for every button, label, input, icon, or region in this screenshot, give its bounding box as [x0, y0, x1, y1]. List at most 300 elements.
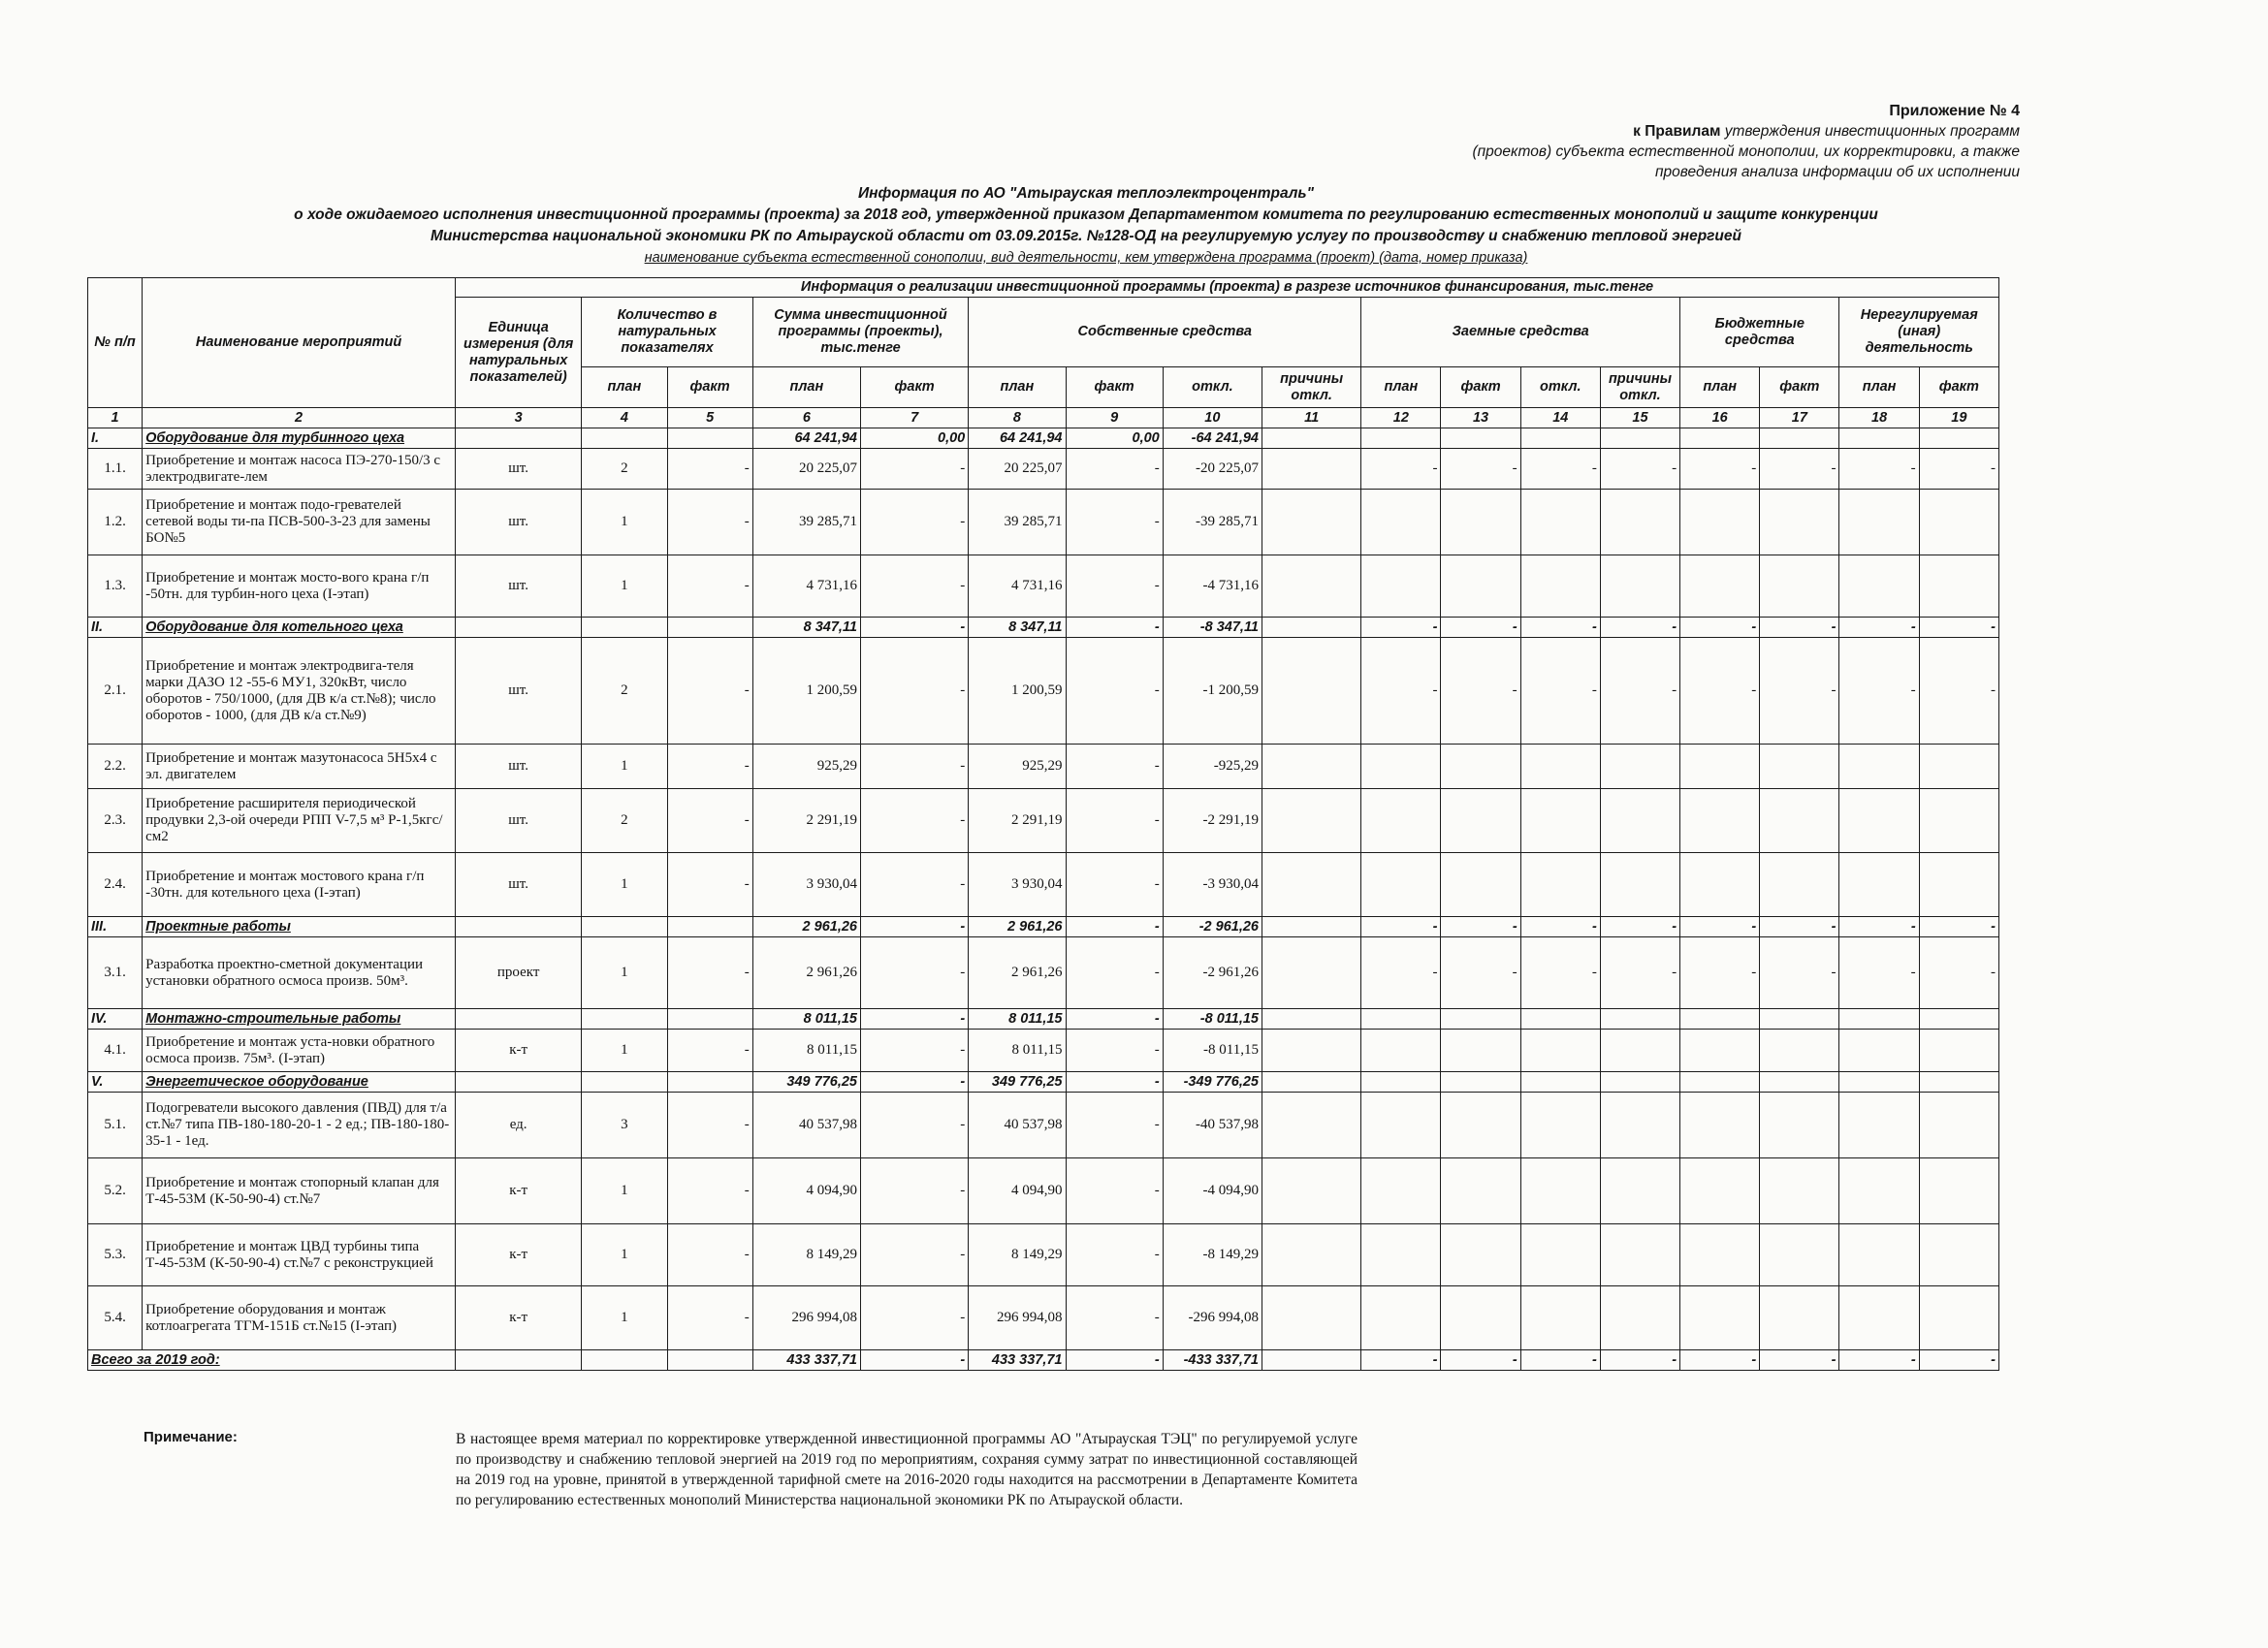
row-empty-cell	[1680, 1030, 1760, 1072]
row-empty-cell: -	[1919, 917, 1998, 937]
qty-plan-header: план	[582, 367, 667, 408]
row-sum-plan: 64 241,94	[752, 428, 860, 449]
row-unit: шт.	[455, 853, 581, 917]
row-empty-cell	[1680, 1158, 1760, 1224]
row-number: 1.1.	[88, 449, 143, 490]
row-qty-fact: -	[667, 1158, 752, 1224]
row-qty-plan: 1	[582, 1030, 667, 1072]
row-empty-cell	[1680, 853, 1760, 917]
top-caption: Информация о реализации инвестиционной программы (проекта) в разрезе источников финансирования, тыс.тенге	[455, 278, 1998, 298]
table-row	[88, 745, 1999, 789]
row-sum-plan: 1 200,59	[752, 638, 860, 745]
row-empty-cell: -	[1520, 917, 1600, 937]
row-empty-cell	[1760, 555, 1839, 618]
row-name: Приобретение оборудования и монтаж котлоагрегата ТГМ-151Б ст.№15 (I-этап)	[143, 1286, 456, 1350]
row-sum-plan: 8 011,15	[752, 1009, 860, 1030]
row-empty-cell	[1600, 428, 1679, 449]
row-empty-cell	[1361, 1093, 1441, 1158]
total-empty-cell	[582, 1350, 667, 1371]
row-qty-plan: 1	[582, 555, 667, 618]
row-own-plan: 2 961,26	[969, 937, 1066, 1009]
row-own-fact: -	[1066, 1093, 1163, 1158]
row-own-reason	[1262, 745, 1361, 789]
total-sum-plan: 433 337,71	[752, 1350, 860, 1371]
row-empty-cell	[1520, 1030, 1600, 1072]
row-empty-cell	[1680, 789, 1760, 853]
row-sum-fact: -	[860, 745, 968, 789]
row-sum-fact: -	[860, 449, 968, 490]
row-empty-cell	[1520, 490, 1600, 555]
row-empty-cell	[1839, 1224, 1919, 1286]
row-empty-cell: -	[1760, 618, 1839, 638]
row-own-dev: -4 731,16	[1163, 555, 1262, 618]
row-own-dev: -925,29	[1163, 745, 1262, 789]
row-own-fact: -	[1066, 853, 1163, 917]
row-own-plan: 925,29	[969, 745, 1066, 789]
note-label: Примечание:	[144, 1429, 238, 1445]
row-empty-cell	[1441, 1158, 1520, 1224]
row-empty-cell	[1361, 1072, 1441, 1093]
row-empty-cell	[1760, 1224, 1839, 1286]
row-empty-cell	[1839, 745, 1919, 789]
row-own-plan: 2 961,26	[969, 917, 1066, 937]
row-unit	[455, 1009, 581, 1030]
row-name: Приобретение и монтаж насоса ПЭ-270-150/3 с электродвигате-лем	[143, 449, 456, 490]
col-sum-header: Сумма инвестиционной программы (проекты), тыс.тенге	[752, 298, 969, 367]
row-unit: шт.	[455, 449, 581, 490]
row-own-fact: -	[1066, 1030, 1163, 1072]
row-qty-fact: -	[667, 490, 752, 555]
title-line3: Министерства национальной экономики РК по Атырауской области от 03.09.2015г. №128-ОД на регулируемую услугу по производству и снабжению тепловой энергией	[430, 228, 1741, 244]
row-own-fact: -	[1066, 490, 1163, 555]
row-empty-cell	[1441, 1286, 1520, 1350]
row-unit: к-т	[455, 1030, 581, 1072]
row-qty-plan: 1	[582, 1286, 667, 1350]
row-own-dev: -8 011,15	[1163, 1030, 1262, 1072]
row-own-reason	[1262, 1286, 1361, 1350]
row-empty-cell	[1760, 853, 1839, 917]
row-empty-cell: -	[1441, 638, 1520, 745]
total-row	[88, 1350, 1999, 1371]
row-empty-cell	[1361, 789, 1441, 853]
row-own-reason	[1262, 853, 1361, 917]
appendix-number: Приложение № 4	[1889, 103, 2020, 119]
row-sum-plan: 20 225,07	[752, 449, 860, 490]
row-empty-cell	[1919, 490, 1998, 555]
row-sum-fact: -	[860, 917, 968, 937]
row-qty-plan: 3	[582, 1093, 667, 1158]
row-empty-cell	[1919, 1224, 1998, 1286]
row-empty-cell: -	[1839, 638, 1919, 745]
row-qty-fact	[667, 1009, 752, 1030]
row-own-plan: 64 241,94	[969, 428, 1066, 449]
row-own-dev: -8 149,29	[1163, 1224, 1262, 1286]
row-qty-fact: -	[667, 555, 752, 618]
row-empty-cell	[1919, 789, 1998, 853]
row-qty-fact: -	[667, 1093, 752, 1158]
row-empty-cell	[1520, 1158, 1600, 1224]
row-empty-cell	[1441, 428, 1520, 449]
other-fact-header: факт	[1919, 367, 1998, 408]
row-unit: шт.	[455, 555, 581, 618]
row-empty-cell	[1839, 789, 1919, 853]
total-empty-cell: -	[1361, 1350, 1441, 1371]
row-empty-cell: -	[1441, 917, 1520, 937]
row-sum-plan: 39 285,71	[752, 490, 860, 555]
row-empty-cell	[1520, 853, 1600, 917]
row-name: Оборудование для котельного цеха	[143, 618, 456, 638]
total-empty-cell: -	[1520, 1350, 1600, 1371]
row-own-reason	[1262, 1093, 1361, 1158]
row-own-dev: -8 011,15	[1163, 1009, 1262, 1030]
row-qty-fact: -	[667, 1286, 752, 1350]
row-empty-cell	[1520, 428, 1600, 449]
row-own-fact: -	[1066, 1286, 1163, 1350]
table-row	[88, 937, 1999, 1009]
row-empty-cell: -	[1839, 618, 1919, 638]
row-own-reason	[1262, 937, 1361, 1009]
row-qty-plan	[582, 1009, 667, 1030]
row-unit: шт.	[455, 638, 581, 745]
row-sum-plan: 3 930,04	[752, 853, 860, 917]
row-own-fact: -	[1066, 1158, 1163, 1224]
row-sum-fact: -	[860, 1286, 968, 1350]
row-own-reason	[1262, 490, 1361, 555]
row-own-dev: -40 537,98	[1163, 1093, 1262, 1158]
column-number-cell: 6	[752, 408, 860, 428]
row-empty-cell	[1919, 1030, 1998, 1072]
col-loan-header: Заемные средства	[1361, 298, 1680, 367]
row-qty-plan: 2	[582, 638, 667, 745]
row-empty-cell	[1441, 789, 1520, 853]
note-text: В настоящее время материал по корректировке утвержденной инвестиционной программы АО "Атырауская ТЭЦ" по регулируемой услуге по производству и снабжению тепловой энергией на 2019 год по мероприятиям, сохраняя сумму затрат по инвестиционной составляющей на 2019 год на уровне, принятой в утвержденной тарифной смете на 2016-2020 годы находится на рассмотрении в Департаменте Комитета по регулированию естественных монополий Министерства национальной экономики РК по Атырауской области.	[456, 1431, 1358, 1508]
appendix-line1	[1472, 121, 2020, 142]
row-empty-cell	[1919, 1158, 1998, 1224]
total-empty-cell: -	[1919, 1350, 1998, 1371]
row-own-reason	[1262, 1009, 1361, 1030]
row-empty-cell	[1441, 1224, 1520, 1286]
row-name: Приобретение расширителя периодической продувки 2,3-ой очереди РПП V-7,5 м³ Р-1,5кгс/см2	[143, 789, 456, 853]
row-sum-plan: 296 994,08	[752, 1286, 860, 1350]
row-empty-cell: -	[1760, 449, 1839, 490]
row-number: 5.3.	[88, 1224, 143, 1286]
row-own-plan: 8 149,29	[969, 1224, 1066, 1286]
row-qty-plan	[582, 428, 667, 449]
row-qty-fact: -	[667, 789, 752, 853]
row-own-plan: 40 537,98	[969, 1093, 1066, 1158]
row-empty-cell	[1760, 1072, 1839, 1093]
row-empty-cell	[1839, 1093, 1919, 1158]
table-row	[88, 1093, 1999, 1158]
row-sum-fact: -	[860, 1158, 968, 1224]
row-empty-cell	[1839, 1158, 1919, 1224]
other-plan-header: план	[1839, 367, 1919, 408]
row-empty-cell	[1760, 1030, 1839, 1072]
row-qty-fact: -	[667, 1030, 752, 1072]
row-qty-plan: 1	[582, 1224, 667, 1286]
row-empty-cell: -	[1441, 937, 1520, 1009]
row-empty-cell	[1760, 428, 1839, 449]
row-empty-cell	[1680, 1009, 1760, 1030]
row-number: 2.3.	[88, 789, 143, 853]
section-row	[88, 1072, 1999, 1093]
row-empty-cell	[1600, 1030, 1679, 1072]
row-own-plan: 3 930,04	[969, 853, 1066, 917]
row-empty-cell: -	[1361, 638, 1441, 745]
column-number-cell: 19	[1919, 408, 1998, 428]
row-own-plan: 349 776,25	[969, 1072, 1066, 1093]
row-own-dev: -39 285,71	[1163, 490, 1262, 555]
row-own-reason	[1262, 428, 1361, 449]
budget-fact-header: факт	[1760, 367, 1839, 408]
row-sum-fact: -	[860, 490, 968, 555]
row-empty-cell	[1839, 853, 1919, 917]
row-qty-plan: 2	[582, 449, 667, 490]
row-qty-fact: -	[667, 638, 752, 745]
row-qty-plan: 1	[582, 490, 667, 555]
row-qty-plan	[582, 917, 667, 937]
row-empty-cell: -	[1600, 638, 1679, 745]
row-empty-cell	[1839, 1030, 1919, 1072]
row-empty-cell	[1919, 555, 1998, 618]
row-unit: проект	[455, 937, 581, 1009]
row-empty-cell	[1680, 1093, 1760, 1158]
row-empty-cell: -	[1680, 618, 1760, 638]
row-number: 2.1.	[88, 638, 143, 745]
row-empty-cell: -	[1361, 937, 1441, 1009]
row-unit: шт.	[455, 789, 581, 853]
row-own-reason	[1262, 1072, 1361, 1093]
row-empty-cell	[1680, 428, 1760, 449]
row-empty-cell: -	[1680, 638, 1760, 745]
row-unit: к-т	[455, 1158, 581, 1224]
row-empty-cell	[1680, 1072, 1760, 1093]
total-empty-cell: -	[1839, 1350, 1919, 1371]
row-own-plan: 2 291,19	[969, 789, 1066, 853]
row-name: Подогреватели высокого давления (ПВД) для т/а ст.№7 типа ПВ-180-180-20-1 - 2 ед.; ПВ-180-180-35-1 - 1ед.	[143, 1093, 456, 1158]
table-row	[88, 1224, 1999, 1286]
row-qty-fact	[667, 917, 752, 937]
row-empty-cell	[1600, 745, 1679, 789]
row-empty-cell: -	[1680, 449, 1760, 490]
row-empty-cell	[1919, 1072, 1998, 1093]
row-own-plan: 1 200,59	[969, 638, 1066, 745]
row-own-fact: -	[1066, 449, 1163, 490]
row-unit	[455, 618, 581, 638]
row-empty-cell	[1441, 490, 1520, 555]
row-own-dev: -8 347,11	[1163, 618, 1262, 638]
row-unit: шт.	[455, 490, 581, 555]
row-name: Разработка проектно-сметной документации установки обратного осмоса произв. 50м³.	[143, 937, 456, 1009]
column-number-cell: 7	[860, 408, 968, 428]
row-empty-cell	[1441, 555, 1520, 618]
table-row	[88, 1158, 1999, 1224]
row-empty-cell	[1839, 1009, 1919, 1030]
appendix-line1-bold: к Правилам	[1633, 123, 1721, 140]
col-name-header: Наименование мероприятий	[143, 278, 456, 408]
row-sum-fact: -	[860, 937, 968, 1009]
row-qty-fact: -	[667, 937, 752, 1009]
row-number: IV.	[88, 1009, 143, 1030]
title-line4: наименование субъекта естественной сонополии, вид деятельности, кем утверждена программа (проект) (дата, номер приказа)	[644, 250, 1528, 266]
row-empty-cell	[1520, 789, 1600, 853]
row-empty-cell: -	[1680, 937, 1760, 1009]
row-unit: к-т	[455, 1224, 581, 1286]
title-line2: о ходе ожидаемого исполнения инвестиционной программы (проекта) за 2018 год, утвержденной приказом Департаментом комитета по регулированию естественных монополий и защите конкуренции	[294, 206, 1878, 223]
row-empty-cell	[1760, 745, 1839, 789]
column-number-cell: 18	[1839, 408, 1919, 428]
row-own-reason	[1262, 638, 1361, 745]
appendix-line1-rest: утверждения инвестиционных программ	[1724, 123, 2020, 140]
row-name: Приобретение и монтаж уста-новки обратного осмоса произв. 75м³. (I-этап)	[143, 1030, 456, 1072]
row-own-dev: -4 094,90	[1163, 1158, 1262, 1224]
section-row	[88, 618, 1999, 638]
row-empty-cell: -	[1919, 937, 1998, 1009]
row-sum-fact: -	[860, 1224, 968, 1286]
row-empty-cell	[1441, 745, 1520, 789]
row-own-reason	[1262, 917, 1361, 937]
row-own-plan: 4 731,16	[969, 555, 1066, 618]
row-own-fact: 0,00	[1066, 428, 1163, 449]
row-empty-cell	[1760, 1158, 1839, 1224]
investment-table	[87, 277, 1999, 1371]
row-unit	[455, 428, 581, 449]
row-empty-cell	[1919, 745, 1998, 789]
total-name: Всего за 2019 год:	[88, 1350, 456, 1371]
row-empty-cell	[1361, 853, 1441, 917]
row-own-fact: -	[1066, 638, 1163, 745]
row-number: 2.4.	[88, 853, 143, 917]
total-empty-cell: -	[1680, 1350, 1760, 1371]
row-sum-plan: 40 537,98	[752, 1093, 860, 1158]
row-empty-cell: -	[1839, 449, 1919, 490]
row-own-dev: -296 994,08	[1163, 1286, 1262, 1350]
row-empty-cell: -	[1760, 937, 1839, 1009]
row-sum-fact: -	[860, 555, 968, 618]
sum-plan-header: план	[752, 367, 860, 408]
row-empty-cell	[1361, 1224, 1441, 1286]
row-empty-cell	[1600, 1224, 1679, 1286]
row-own-dev: -2 961,26	[1163, 937, 1262, 1009]
row-qty-plan: 1	[582, 937, 667, 1009]
column-number-cell: 15	[1600, 408, 1679, 428]
row-empty-cell	[1680, 490, 1760, 555]
row-empty-cell	[1680, 1224, 1760, 1286]
row-own-fact: -	[1066, 789, 1163, 853]
column-numbers-row	[88, 408, 1999, 428]
row-own-dev: -20 225,07	[1163, 449, 1262, 490]
row-empty-cell	[1441, 853, 1520, 917]
row-sum-fact: -	[860, 853, 968, 917]
row-own-dev: -2 961,26	[1163, 917, 1262, 937]
row-empty-cell	[1839, 1286, 1919, 1350]
row-qty-fact: -	[667, 853, 752, 917]
row-qty-plan	[582, 618, 667, 638]
row-unit: ед.	[455, 1093, 581, 1158]
column-number-cell: 8	[969, 408, 1066, 428]
section-row	[88, 917, 1999, 937]
row-qty-fact: -	[667, 449, 752, 490]
row-sum-plan: 2 291,19	[752, 789, 860, 853]
row-sum-plan: 4 731,16	[752, 555, 860, 618]
row-name: Проектные работы	[143, 917, 456, 937]
row-empty-cell	[1839, 490, 1919, 555]
row-empty-cell: -	[1361, 449, 1441, 490]
row-empty-cell	[1760, 1286, 1839, 1350]
column-number-cell: 9	[1066, 408, 1163, 428]
row-name: Энергетическое оборудование	[143, 1072, 456, 1093]
row-sum-plan: 349 776,25	[752, 1072, 860, 1093]
row-empty-cell	[1680, 555, 1760, 618]
col-no-header: № п/п	[88, 278, 143, 408]
row-empty-cell	[1441, 1009, 1520, 1030]
row-empty-cell	[1520, 1286, 1600, 1350]
title-line1: Информация по АО "Атырауская теплоэлектроцентраль"	[858, 185, 1314, 202]
row-empty-cell	[1680, 1286, 1760, 1350]
own-plan-header: план	[969, 367, 1066, 408]
row-own-reason	[1262, 1030, 1361, 1072]
row-name: Приобретение и монтаж мазутонасоса 5Н5х4 с эл. двигателем	[143, 745, 456, 789]
col-qty-header: Количество в натуральных показателях	[582, 298, 752, 367]
column-number-cell: 1	[88, 408, 143, 428]
row-empty-cell	[1600, 490, 1679, 555]
row-qty-plan: 2	[582, 789, 667, 853]
column-number-cell: 13	[1441, 408, 1520, 428]
row-sum-fact: -	[860, 1030, 968, 1072]
loan-plan-header: план	[1361, 367, 1441, 408]
row-empty-cell	[1441, 1093, 1520, 1158]
row-empty-cell: -	[1919, 618, 1998, 638]
column-number-cell: 17	[1760, 408, 1839, 428]
row-own-dev: -3 930,04	[1163, 853, 1262, 917]
row-unit	[455, 1072, 581, 1093]
row-empty-cell	[1919, 428, 1998, 449]
appendix-line2: (проектов) субъекта естественной монополии, их корректировки, а также	[1472, 143, 2020, 160]
row-empty-cell	[1361, 745, 1441, 789]
section-row	[88, 428, 1999, 449]
row-number: V.	[88, 1072, 143, 1093]
row-number: 5.2.	[88, 1158, 143, 1224]
row-own-fact: -	[1066, 937, 1163, 1009]
column-number-cell: 2	[143, 408, 456, 428]
row-number: I.	[88, 428, 143, 449]
row-empty-cell	[1680, 745, 1760, 789]
row-sum-fact: -	[860, 1072, 968, 1093]
row-own-reason	[1262, 555, 1361, 618]
row-own-dev: -2 291,19	[1163, 789, 1262, 853]
row-empty-cell: -	[1520, 638, 1600, 745]
total-sum-fact: -	[860, 1350, 968, 1371]
row-empty-cell	[1520, 1072, 1600, 1093]
row-qty-fact: -	[667, 1224, 752, 1286]
row-own-plan: 20 225,07	[969, 449, 1066, 490]
row-unit: к-т	[455, 1286, 581, 1350]
row-empty-cell	[1919, 1286, 1998, 1350]
row-number: II.	[88, 618, 143, 638]
row-own-plan: 8 347,11	[969, 618, 1066, 638]
col-own-header: Собственные средства	[969, 298, 1361, 367]
qty-fact-header: факт	[667, 367, 752, 408]
col-budget-header: Бюджетные средства	[1680, 298, 1839, 367]
own-dev-header: откл.	[1163, 367, 1262, 408]
column-number-cell: 12	[1361, 408, 1441, 428]
row-own-fact: -	[1066, 745, 1163, 789]
row-empty-cell: -	[1361, 618, 1441, 638]
column-number-cell: 14	[1520, 408, 1600, 428]
row-empty-cell	[1361, 555, 1441, 618]
table-row	[88, 638, 1999, 745]
row-empty-cell: -	[1520, 618, 1600, 638]
